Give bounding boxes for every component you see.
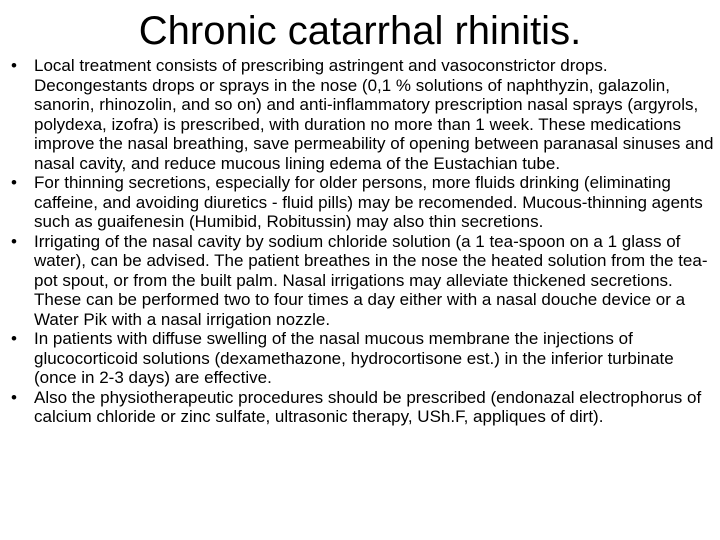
bullet-text: Local treatment consists of prescribing astringent and vasoconstrictor drops. Decongestants drops or sprays in the nose (0,1 % solutions of naphthyzin, galazolin, sanorin, rhinozolin, and so on) and anti-inflammatory prescription nasal sprays (argyrols, polydexa, izofra) is prescribed, with duration no more than 1 week. These medications improve the nasal breathing, save permeability of opening between paranasal sinuses and nasal cavity, and reduce mucous lining edema of the Eustachian tube. [34, 56, 714, 173]
bullet-text: Irrigating of the nasal cavity by sodium chloride solution (a 1 tea-spoon on a 1 glass of water), can be advised. The patient breathes in the nose the heated solution from the tea-pot spout, or from the built palm. Nasal irrigations may alleviate thickened secretions. These can be performed two to four times a day either with a nasal douche device or a Water Pik with a nasal irrigation nozzle. [34, 231, 708, 329]
bullet-item [0, 232, 720, 330]
bullet-dot-icon: • [11, 56, 17, 75]
bullet-dot-icon: • [11, 173, 17, 192]
bullet-text: In patients with diffuse swelling of the nasal mucous membrane the injections of glucocorticoid solutions (dexamethazone, hydrocortisone est.) in the inferior turbinate (once in 2-3 days) are effective. [34, 329, 674, 387]
slide-title: Chronic catarrhal rhinitis. [138, 9, 582, 53]
bullet-text: Also the physiotherapeutic procedures should be prescribed (endonazal electrophorus of calcium chloride or zinc sulfate, ultrasonic therapy, USh.F, appliques of dirt). [34, 387, 702, 426]
bullet-item [0, 329, 720, 388]
bullet-text: For thinning secretions, especially for older persons, more fluids drinking (eliminating caffeine, and avoiding diuretics - fluid pills) may be recomended. Mucous-thinning agents such as guaifenesin (Humibid, Robitussin) may also thin secretions. [34, 173, 703, 231]
bullet-dot-icon: • [11, 329, 17, 348]
bullet-item [0, 173, 720, 232]
bullet-list [0, 56, 720, 427]
bullet-dot-icon: • [11, 387, 17, 407]
bullet-dot-icon: • [11, 231, 17, 251]
bullet-item [0, 56, 720, 173]
bullet-item [0, 388, 720, 427]
